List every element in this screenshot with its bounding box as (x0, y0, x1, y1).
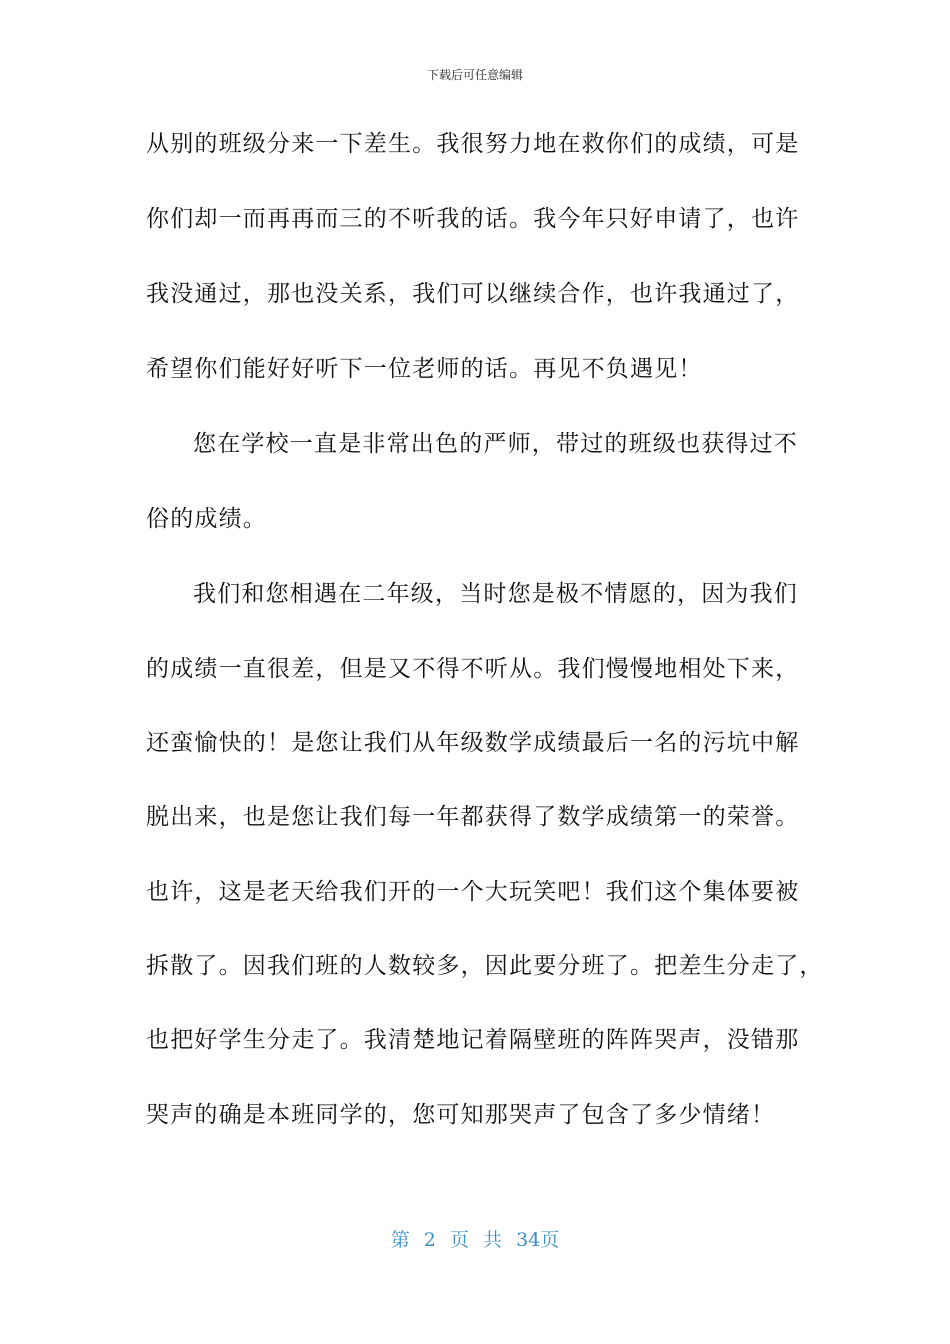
total-label: 共 (483, 1229, 503, 1251)
paragraph-first-line: 我们和您相遇在二年级，当时您是极不情愿的，因为我们 (193, 581, 798, 607)
text-line: 的成绩一直很差，但是又不得不听从。我们慢慢地相处下来， (146, 656, 800, 682)
text-line: 也把好学生分走了。我清楚地记着隔壁班的阵阵哭声，没错那 (146, 1027, 800, 1053)
text-line: 也许，这是老天给我们开的一个大玩笑吧！我们这个集体要被 (146, 879, 800, 905)
text-line: 我没通过，那也没关系，我们可以继续合作，也许我通过了， (146, 281, 800, 307)
text-line: 哭声的确是本班同学的，您可知那哭声了包含了多少情绪！ (146, 1102, 776, 1128)
page-header: 下载后可任意编辑 (426, 68, 523, 82)
page-label: 页 (449, 1229, 469, 1251)
page-footer (0, 1225, 950, 1252)
text-line: 你们却一而再再而三的不听我的话。我今年只好申请了，也许 (146, 206, 800, 232)
text-line: 从别的班级分来一下差生。我很努力地在救你们的成绩，可是 (146, 131, 800, 157)
text-line: 俗的成绩。 (146, 506, 267, 532)
text-line: 希望你们能好好听下一位老师的话。再见不负遇见！ (146, 356, 703, 382)
total-pages: 34页 (516, 1229, 560, 1251)
text-line: 还蛮愉快的！是您让我们从年级数学成绩最后一名的污坑中解 (146, 730, 800, 756)
text-line: 脱出来，也是您让我们每一年都获得了数学成绩第一的荣誉。 (146, 804, 800, 830)
text-line: 拆散了。因我们班的人数较多，因此要分班了。把差生分走了， (146, 953, 824, 979)
paragraph-first-line: 您在学校一直是非常出色的严师，带过的班级也获得过不 (193, 431, 798, 457)
page-number: 2 (423, 1229, 436, 1251)
page-prefix: 第 (390, 1229, 410, 1251)
